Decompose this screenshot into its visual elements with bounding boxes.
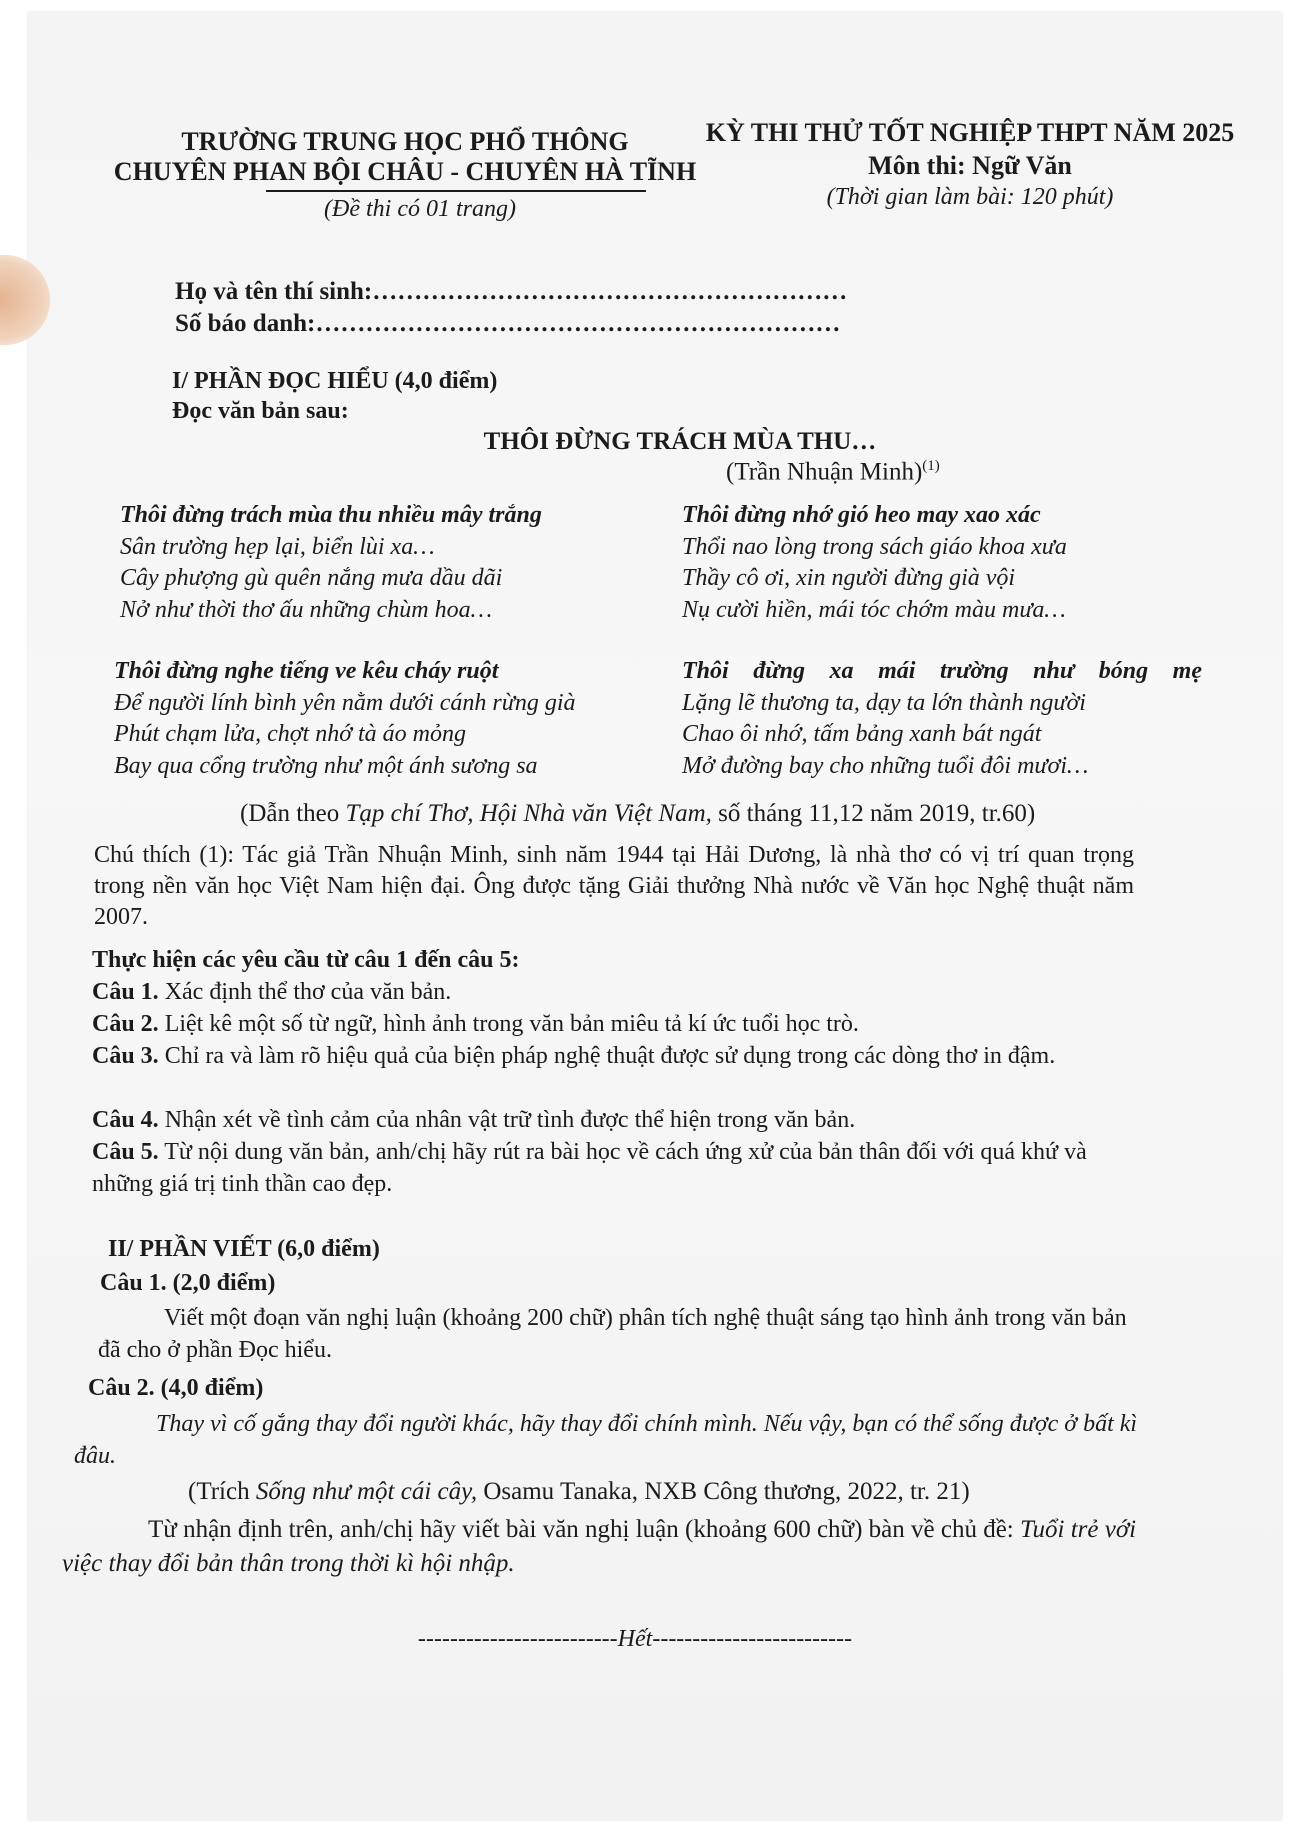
- part2-q1-text: Viết một đoạn văn nghị luận (khoảng 200 chữ) phân tích nghệ thuật sáng tạo hình ảnh trong văn bản đã cho ở phần Đọc hiểu.: [98, 1305, 1127, 1363]
- dashes: -------------------------: [652, 1626, 853, 1652]
- stanza-2-line-2: Thổi nao lòng trong sách giáo khoa xưa: [682, 533, 1067, 560]
- question-4: [92, 1104, 1152, 1136]
- word: đừng: [753, 658, 805, 684]
- footnote: [94, 840, 1134, 933]
- page-count-note: (Đề thi có 01 trang): [324, 196, 516, 222]
- end-label: Hết: [617, 1626, 653, 1652]
- part2-title: II/ PHẦN VIẾT (6,0 điểm): [108, 1236, 380, 1262]
- stanza-3-line-2: Để người lính bình yên nằm dưới cánh rừng già: [114, 689, 576, 716]
- source-text-end: Osamu Tanaka, NXB Công thương, 2022, tr. 21): [477, 1478, 970, 1505]
- footnote-text: Chú thích (1): Tác giả Trần Nhuận Minh, sinh năm 1944 tại Hải Dương, là nhà thơ có vị trí quan trọng trong nền văn học Việt Nam hiện đại. Ông được tặng Giải thưởng Nhà nước về Văn học Nghệ thuật năm 2007.: [94, 842, 1134, 930]
- question-3: [92, 1040, 1132, 1072]
- poem-author-name: (Trần Nhuận Minh): [726, 458, 923, 486]
- part2-q2-title: Câu 2. (4,0 điểm): [88, 1375, 264, 1401]
- candidate-name-field: Họ và tên thí sinh:…………………………………………………: [175, 278, 848, 305]
- stanza-3-line-3: Phút chạm lửa, chợt nhớ tà áo mỏng: [114, 721, 467, 747]
- question-1: [92, 976, 1152, 1008]
- word: Thôi: [682, 658, 729, 684]
- question-5: [92, 1136, 1132, 1200]
- stanza-3: [114, 656, 576, 782]
- stanza-3-line-1: Thôi đừng nghe tiếng ve kêu cháy ruột: [114, 658, 499, 684]
- question-label: Câu 4.: [92, 1107, 159, 1133]
- stanza-4-line-4: Mở đường bay cho những tuổi đôi mươi…: [682, 752, 1089, 779]
- stanza-2: [682, 500, 1067, 626]
- poem-source: [240, 800, 1035, 828]
- stanza-4-line-1: [682, 656, 1202, 688]
- question-text: Xác định thể thơ của văn bản.: [164, 979, 452, 1005]
- question-text: Chỉ ra và làm rõ hiệu quả của biện pháp nghệ thuật được sử dụng trong các dòng thơ in đậm.: [164, 1043, 1056, 1069]
- stanza-4: [682, 656, 1202, 782]
- poem-author-footnote-marker: (1): [922, 458, 940, 474]
- end-marker: [360, 1626, 910, 1653]
- question-2: [92, 1008, 1152, 1040]
- time-limit: (Thời gian làm bài: 120 phút): [826, 184, 1114, 210]
- stanza-2-line-4: Nụ cười hiền, mái tóc chớm màu mưa…: [682, 596, 1066, 623]
- question-text: Liệt kê một số từ ngữ, hình ảnh trong văn bản miêu tả kí ức tuổi học trò.: [164, 1011, 859, 1037]
- dashes: -------------------------: [417, 1626, 618, 1652]
- exam-title: KỲ THI THỬ TỐT NGHIỆP THPT NĂM 2025: [705, 118, 1235, 147]
- stanza-4-line-3: Chao ôi nhớ, tấm bảng xanh bát ngát: [682, 721, 1042, 747]
- part1-title: I/ PHẦN ĐỌC HIỂU (4,0 điểm): [172, 368, 498, 394]
- source-text: (Dẫn theo: [240, 800, 346, 827]
- question-text: Nhận xét về tình cảm của nhân vật trữ tình được thể hiện trong văn bản.: [164, 1107, 856, 1133]
- part2-q2-task: [62, 1513, 1172, 1581]
- word: xa: [829, 658, 854, 684]
- stanza-4-line-2: Lặng lẽ thương ta, dạy ta lớn thành người: [682, 689, 1086, 716]
- stanza-1-line-2: Sân trường hẹp lại, biển lùi xa…: [120, 533, 435, 560]
- stanza-1: [120, 500, 542, 626]
- part2-q2-quote: Thay vì cố gắng thay đổi người khác, hãy thay đổi chính mình. Nếu vậy, bạn có thể sống được ở bất kì đâu.: [74, 1411, 1138, 1469]
- word: mẹ: [1172, 658, 1202, 684]
- poem-title: THÔI ĐỪNG TRÁCH MÙA THU…: [483, 428, 877, 455]
- question-label: Câu 3.: [92, 1043, 159, 1069]
- source-text-end: số tháng 11,12 năm 2019, tr.60): [711, 800, 1036, 827]
- school-name-line1: TRƯỜNG TRUNG HỌC PHỔ THÔNG: [181, 127, 629, 156]
- question-text: Từ nội dung văn bản, anh/chị hãy rút ra bài học về cách ứng xử của bản thân đối với quá khứ và những giá trị tinh thần cao đẹp.: [92, 1139, 1087, 1197]
- source-book: Sống như một cái cây,: [255, 1478, 478, 1505]
- header-underline: [266, 190, 646, 192]
- stanza-2-line-3: Thầy cô ơi, xin người đừng già vội: [682, 565, 1016, 591]
- question-label: Câu 1.: [92, 979, 159, 1005]
- stanza-1-line-4: Nở như thời thơ ấu những chùm hoa…: [120, 596, 492, 623]
- word: mái: [878, 658, 916, 684]
- question-label: Câu 5.: [92, 1139, 159, 1165]
- task-text: Từ nhận định trên, anh/chị hãy viết bài văn nghị luận (khoảng 600 chữ) bàn về chủ đề:: [148, 1516, 1020, 1543]
- stanza-3-line-4: Bay qua cổng trường như một ánh sương sa: [114, 752, 538, 779]
- word: trường: [939, 658, 1009, 684]
- question-label: Câu 2.: [92, 1011, 159, 1037]
- task-topic: Tuổi trẻ với việc thay đổi bản thân trong thời kì hội nhập.: [62, 1516, 1137, 1577]
- source-journal: Tạp chí Thơ, Hội Nhà văn Việt Nam,: [345, 800, 712, 827]
- poem-author: [726, 458, 940, 486]
- school-name-line2: CHUYÊN PHAN BỘI CHÂU - CHUYÊN HÀ TĨNH: [113, 157, 697, 186]
- candidate-id-field: Số báo danh:………………………………………………………: [175, 310, 841, 337]
- stanza-1-line-3: Cây phượng gù quên nắng mưa dầu dãi: [120, 565, 503, 591]
- word: bóng: [1098, 658, 1149, 684]
- subject: Môn thi: Ngữ Văn: [868, 151, 1072, 180]
- part1-instruction: Đọc văn bản sau:: [172, 398, 349, 424]
- source-text: (Trích: [188, 1478, 256, 1505]
- stanza-2-line-1: Thôi đừng nhớ gió heo may xao xác: [682, 502, 1041, 528]
- word: như: [1033, 658, 1075, 684]
- questions-intro: Thực hiện các yêu cầu từ câu 1 đến câu 5:: [92, 947, 520, 973]
- part2-q2-source: [188, 1478, 970, 1506]
- part2-q1-title: Câu 1. (2,0 điểm): [100, 1270, 276, 1296]
- stanza-1-line-1: Thôi đừng trách mùa thu nhiều mây trắng: [120, 502, 542, 528]
